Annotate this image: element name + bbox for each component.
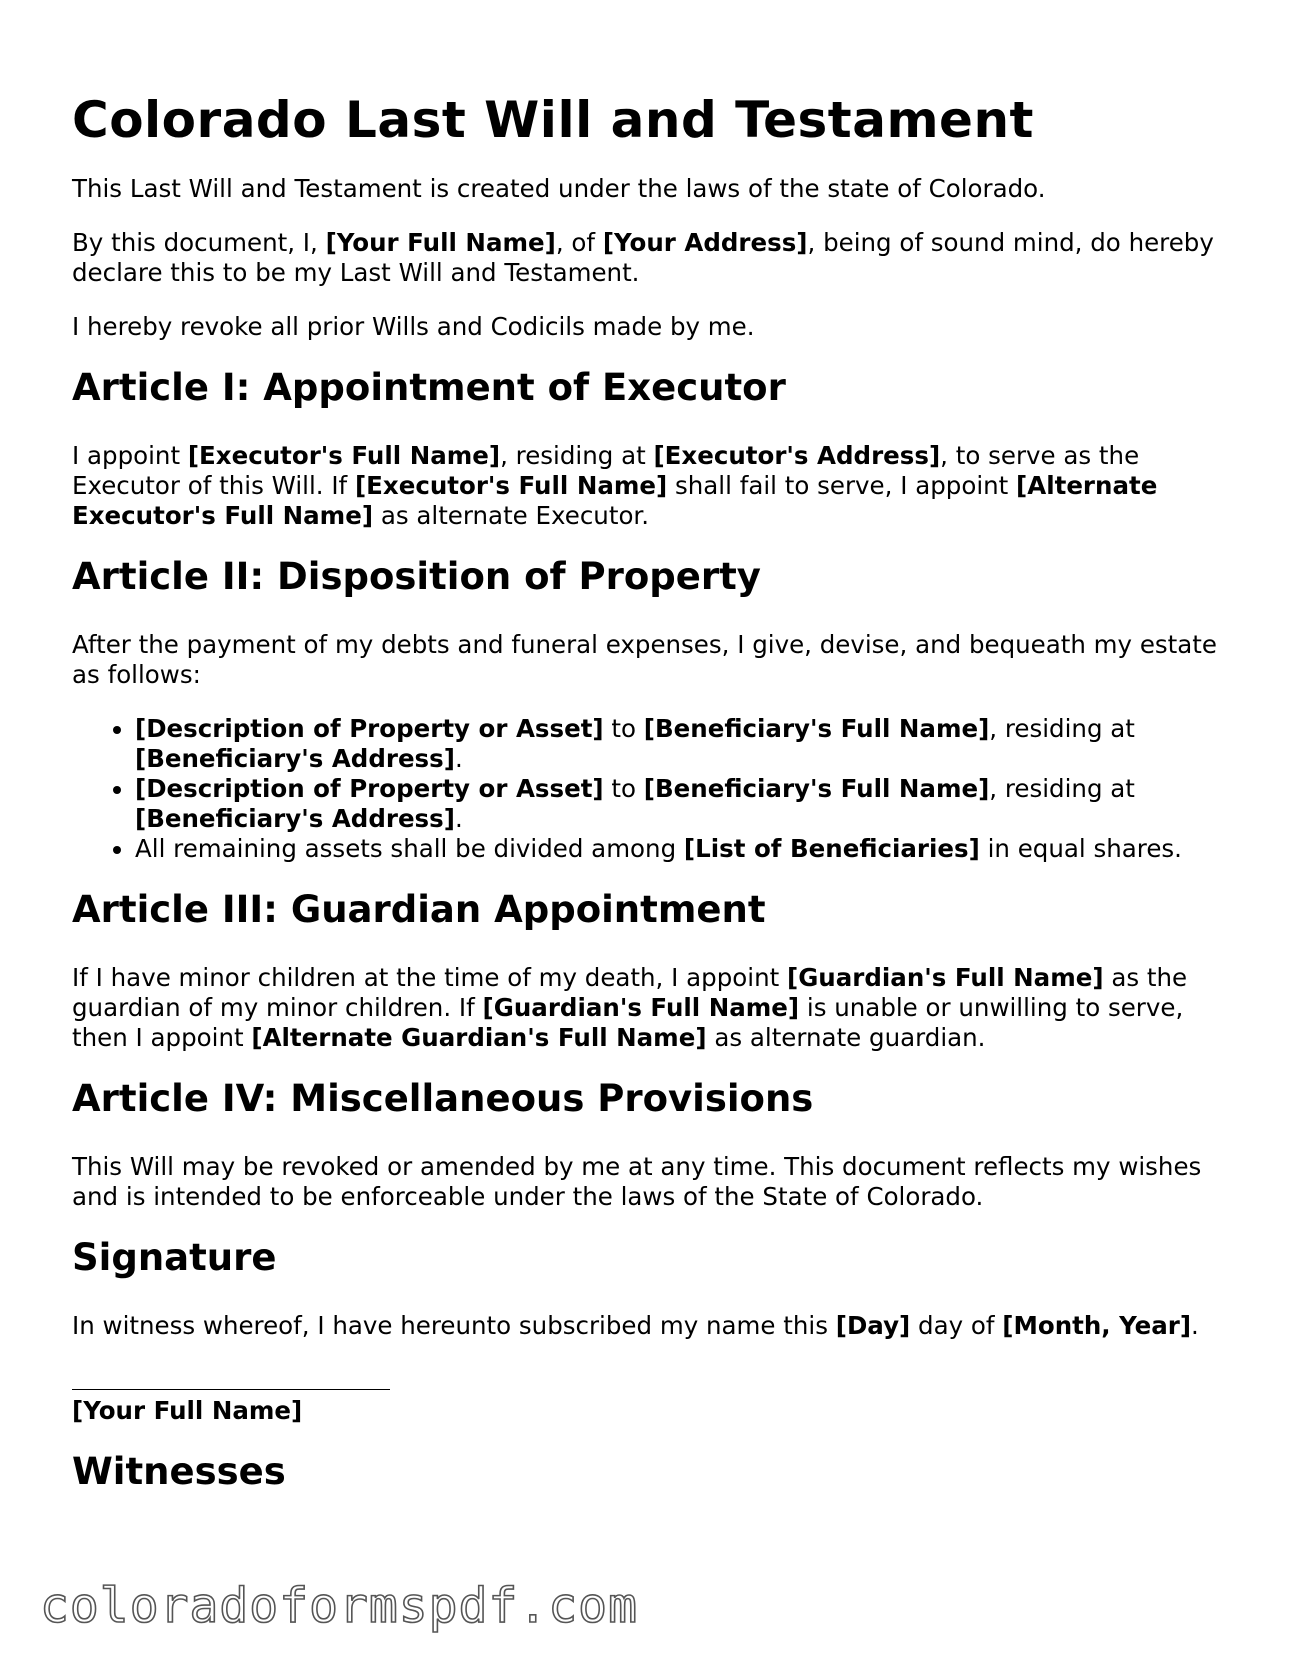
article-text: shall fail to serve, I appoint bbox=[667, 471, 1017, 500]
article-2-intro: After the payment of my debts and funeral expenses, I give, devise, and bequeath my estate as follows: bbox=[72, 630, 1217, 689]
signature-text: . bbox=[1191, 1311, 1199, 1340]
article-1-paragraph bbox=[72, 441, 1232, 531]
guardian-name-placeholder: [Guardian's Full Name] bbox=[787, 963, 1104, 992]
signature-text: In witness whereof, I have hereunto subscribed my name this bbox=[72, 1311, 836, 1340]
article-text: If I have minor children at the time of my death, I appoint bbox=[72, 963, 787, 992]
intro-text: By this document, I, bbox=[72, 228, 326, 257]
article-4-paragraph: This Will may be revoked or amended by me at any time. This document reflects my wishes and is intended to be enforceable under the laws of the State of Colorado. bbox=[72, 1152, 1202, 1211]
signature-name-label: [Your Full Name] bbox=[72, 1396, 303, 1425]
intro-paragraph-1: This Last Will and Testament is created under the laws of the state of Colorado. bbox=[72, 174, 1046, 203]
intro-paragraph-3: I hereby revoke all prior Wills and Codicils made by me. bbox=[72, 312, 755, 341]
article-text: as alternate guardian. bbox=[706, 1023, 986, 1052]
beneficiary-address-placeholder: [Beneficiary's Address] bbox=[135, 744, 455, 773]
article-3-heading: Article III: Guardian Appointment bbox=[72, 888, 766, 931]
article-2-heading: Article II: Disposition of Property bbox=[72, 555, 761, 598]
beneficiary-address-placeholder: [Beneficiary's Address] bbox=[135, 804, 455, 833]
guardian-name-placeholder: [Guardian's Full Name] bbox=[482, 993, 800, 1022]
list-text: to bbox=[603, 774, 644, 803]
list-item bbox=[135, 834, 1232, 864]
document-page bbox=[72, 0, 1232, 1494]
article-4-heading: Article IV: Miscellaneous Provisions bbox=[72, 1077, 814, 1120]
asset-placeholder: [Description of Property or Asset] bbox=[135, 774, 604, 803]
signature-paragraph bbox=[72, 1311, 1232, 1341]
list-text: in equal shares. bbox=[979, 834, 1182, 863]
asset-placeholder: [Description of Property or Asset] bbox=[135, 714, 604, 743]
article-text: I appoint bbox=[72, 441, 188, 470]
witnesses-heading: Witnesses bbox=[72, 1450, 286, 1493]
list-item bbox=[135, 774, 1232, 834]
signature-heading: Signature bbox=[72, 1236, 277, 1279]
article-text: as the guardian of my minor children. If bbox=[72, 963, 1188, 1022]
bequest-list bbox=[72, 714, 1232, 864]
article-text: , residing at bbox=[500, 441, 654, 470]
alternate-executor-placeholder: [Alternate Executor's Full Name] bbox=[72, 471, 1158, 530]
list-item bbox=[135, 714, 1232, 774]
alternate-guardian-placeholder: [Alternate Guardian's Full Name] bbox=[251, 1023, 707, 1052]
list-text: , residing at bbox=[989, 714, 1135, 743]
article-1-heading: Article I: Appointment of Executor bbox=[72, 366, 786, 409]
article-text: as alternate Executor. bbox=[373, 501, 650, 530]
beneficiary-name-placeholder: [Beneficiary's Full Name] bbox=[643, 774, 990, 803]
document-title: Colorado Last Will and Testament bbox=[72, 91, 1034, 149]
intro-text: , of bbox=[555, 228, 603, 257]
month-year-placeholder: [Month, Year] bbox=[1002, 1311, 1192, 1340]
your-name-placeholder: [Your Full Name] bbox=[325, 228, 556, 257]
list-text: , residing at bbox=[989, 774, 1135, 803]
your-address-placeholder: [Your Address] bbox=[602, 228, 808, 257]
list-text: . bbox=[454, 804, 463, 833]
signature-text: day of bbox=[910, 1311, 1003, 1340]
intro-paragraph-2 bbox=[72, 228, 1232, 288]
executor-name-placeholder: [Executor's Full Name] bbox=[354, 471, 668, 500]
executor-name-placeholder: [Executor's Full Name] bbox=[187, 441, 501, 470]
list-text: . bbox=[454, 744, 463, 773]
list-text: to bbox=[603, 714, 644, 743]
article-3-paragraph bbox=[72, 963, 1232, 1053]
signature-line bbox=[72, 1389, 390, 1390]
intro-text: , being of sound mind, do hereby declare this to be my Last Will and Testament. bbox=[72, 228, 1214, 287]
article-text: is unable or unwilling to serve, then I appoint bbox=[72, 993, 1184, 1052]
article-text: , to serve as the Executor of this Will. If bbox=[72, 441, 1140, 500]
list-text: All remaining assets shall be divided among bbox=[135, 834, 684, 863]
day-placeholder: [Day] bbox=[835, 1311, 911, 1340]
executor-address-placeholder: [Executor's Address] bbox=[653, 441, 941, 470]
beneficiary-name-placeholder: [Beneficiary's Full Name] bbox=[643, 714, 990, 743]
beneficiary-list-placeholder: [List of Beneficiaries] bbox=[683, 834, 980, 863]
watermark: coloradoformspdf.com bbox=[40, 1578, 638, 1634]
